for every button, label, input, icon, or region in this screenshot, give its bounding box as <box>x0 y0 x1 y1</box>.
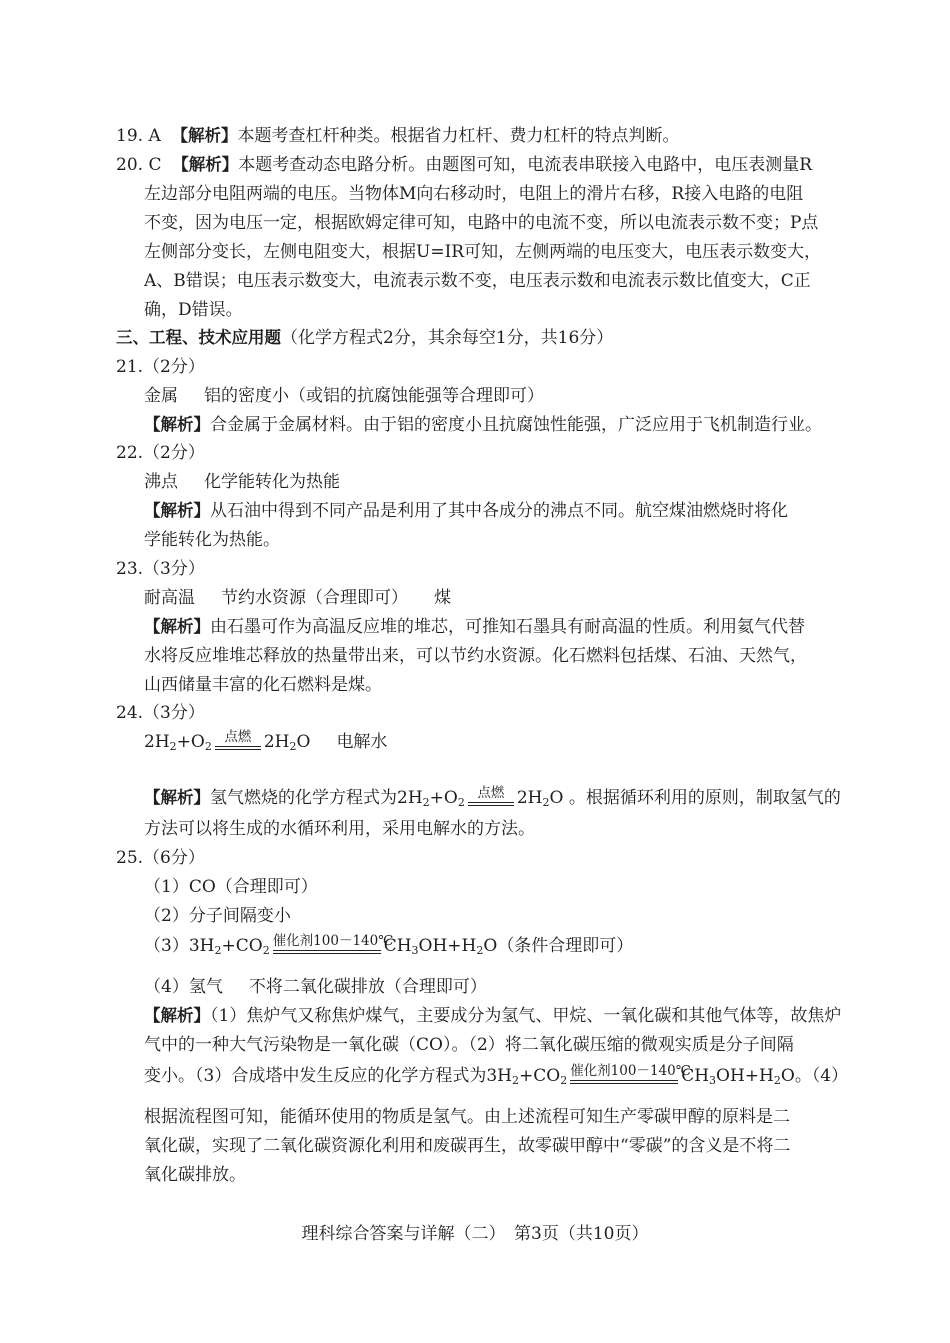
q25-analysis-text-1: （1）焦炉气又称焦炉煤气，主要成分为氢气、甲烷、一氧化碳和其他气体等，故焦炉 <box>210 1006 842 1026</box>
q25-answer-3-post: （条件合理即可） <box>497 936 634 956</box>
q23-answer-1: 耐高温 <box>144 588 195 608</box>
q23-analysis-label: 【解析】 <box>144 617 210 636</box>
q23-analysis-text-1: 由石墨可作为高温反应堆的堆芯，可推知石墨具有耐高温的性质。利用氦气代替 <box>210 617 805 637</box>
q24-analysis-condition: 点燃 <box>477 784 505 801</box>
q25-answer-4 <box>144 975 856 999</box>
q25-answer-1: （1）CO（合理即可） <box>144 877 318 897</box>
q25-equation: $3H_2+CO_2$ 催化剂100－140℃ $CH_3OH+H_2O$ <box>188 932 498 957</box>
q24-answer-2: 电解水 <box>336 732 388 752</box>
q25-analysis-text-3-pre: 变小。（3）合成塔中发生反应的化学方程式为 <box>144 1066 487 1086</box>
q22-answer-2: 化学能转化为热能 <box>204 472 340 492</box>
q25-analysis-text-4: 根据流程图可知，能循环使用的物质是氢气。由上述流程可知生产零碳甲醇的原料是二 <box>144 1107 790 1127</box>
q23-analysis-text-2: 水将反应堆堆芯释放的热量带出来，可以节约水资源。化石燃料包括煤、石油、天然气， <box>144 646 807 666</box>
q20-text-2: 左边部分电阻两端的电压。当物体M向右移动时，电阻上的滑片右移，R接入电路的电阻 <box>144 184 804 204</box>
q21-answer-1: 金属 <box>144 386 178 406</box>
q19-analysis-label: 【解析】 <box>171 126 238 145</box>
q25-analysis-condition: 催化剂100－140℃ <box>570 1062 691 1079</box>
q24-analysis-text-2: 方法可以将生成的水循环利用，采用电解水的方法。 <box>144 819 535 839</box>
q21-head: 21.（2分） <box>116 357 205 377</box>
q25-answer-3 <box>144 932 856 960</box>
q20-text-1: 本题考查动态电路分析。由题图可知，电流表串联接入电路中，电压表测量R <box>238 155 813 175</box>
q20-text-3: 不变，因为电压一定，根据欧姆定律可知，电路中的电流不变，所以电流表示数不变；P点 <box>144 213 819 233</box>
q24-condition: 点燃 <box>224 728 252 745</box>
q21-answer <box>144 384 856 408</box>
q22-analysis-label: 【解析】 <box>144 501 210 520</box>
q25-analysis-label: 【解析】 <box>144 1006 210 1025</box>
q20-text-4: 左侧部分变长，左侧电阻变大，根据U=IR可知，左侧两端的电压变大，电压表示数变大， <box>144 242 822 262</box>
q24-head: 24.（3分） <box>116 703 205 723</box>
q25-analysis <box>144 1004 856 1028</box>
q25-analysis-equation: $3H_2+CO_2$ 催化剂100－140℃ $CH_3OH+H_2O$ <box>486 1062 795 1087</box>
q25-condition: 催化剂100－140℃ <box>272 932 394 949</box>
q19-text: 本题考查杠杆种类。根据省力杠杆、费力杠杆的特点判断。 <box>237 126 680 146</box>
q20-text-5: A、B错误；电压表示数变大，电流表示数不变，电压表示数和电流表示数比值变大，C正 <box>144 271 811 291</box>
q20-line-1 <box>116 153 856 177</box>
q24-analysis-post: 。根据循环利用的原则，制取氢气的 <box>568 788 841 808</box>
section-3-title: 三、工程、技术应用题 <box>116 328 281 347</box>
q22-analysis-text-2: 学能转化为热能。 <box>144 530 280 550</box>
q23-answer-2: 节约水资源（合理即可） <box>221 588 408 608</box>
q19-number: 19. A <box>116 126 161 146</box>
q20-text-6: 确，D错误。 <box>144 300 243 320</box>
q23-head: 23.（3分） <box>116 559 205 579</box>
q25-analysis-text-6: 氧化碳排放。 <box>144 1165 246 1185</box>
q25-head: 25.（6分） <box>116 848 205 868</box>
q20-analysis-label: 【解析】 <box>172 155 239 174</box>
q23-analysis-text-3: 山西储量丰富的化石燃料是煤。 <box>144 675 382 695</box>
q23-analysis <box>144 615 856 639</box>
q19-line <box>116 124 856 148</box>
q22-analysis <box>144 499 856 523</box>
q21-answer-2: 铝的密度小（或铝的抗腐蚀能强等合理即可） <box>204 386 544 406</box>
q24-analysis-label: 【解析】 <box>144 788 210 807</box>
q22-answer <box>144 470 856 494</box>
q21-analysis-label: 【解析】 <box>144 415 210 434</box>
q22-head: 22.（2分） <box>116 443 205 463</box>
q24-equation: $2H_2+O_2$ 点燃 $2H_2O$ <box>144 728 311 753</box>
q24-analysis-equation: $2H_2+O_2$ 点燃 $2H_2O$ <box>397 784 564 809</box>
q25-analysis-text-2: 气中的一种大气污染物是一氧化碳（CO）。（2）将二氧化碳压缩的微观实质是分子间隔 <box>144 1035 794 1055</box>
section-3-note: （化学方程式2分，其余每空1分，共16分） <box>281 328 614 348</box>
q25-answer-4b: 不将二氧化碳排放（合理即可） <box>248 977 487 997</box>
section-3-heading <box>116 326 856 350</box>
q20-number: 20. C <box>116 155 162 175</box>
q25-analysis-text-5: 氧化碳，实现了二氧化碳资源化利用和废碳再生，故零碳甲醇中“零碳”的含义是不将二 <box>144 1136 791 1156</box>
q22-analysis-text-1: 从石油中得到不同产品是利用了其中各成分的沸点不同。航空煤油燃烧时将化 <box>210 501 788 521</box>
q21-analysis-text: 合金属于金属材料。由于铝的密度小且抗腐蚀性能强，广泛应用于飞机制造行业。 <box>210 415 822 435</box>
q25-analysis-text-3-post: 。（4） <box>794 1066 849 1086</box>
q25-answer-3-pre: （3） <box>144 936 189 956</box>
q21-analysis <box>144 413 856 437</box>
q25-answer-2: （2）分子间隔变小 <box>144 906 291 926</box>
q23-answer <box>144 586 856 610</box>
q24-answer <box>144 728 856 756</box>
q25-analysis-line-3 <box>144 1062 856 1090</box>
q22-answer-1: 沸点 <box>144 472 178 492</box>
q24-analysis-pre: 氢气燃烧的化学方程式为 <box>210 788 397 808</box>
q23-answer-3: 煤 <box>434 588 451 608</box>
page-footer: 理科综合答案与详解（二） 第3页（共10页） <box>301 1224 649 1244</box>
q24-analysis <box>144 784 856 812</box>
q25-answer-4a: （4）氢气 <box>144 977 223 997</box>
